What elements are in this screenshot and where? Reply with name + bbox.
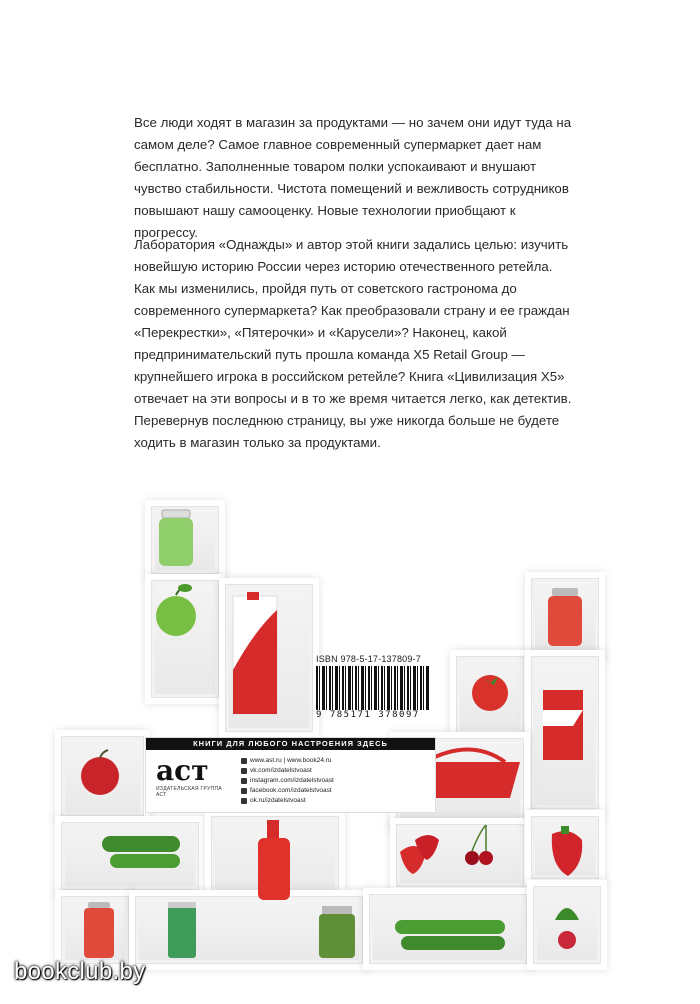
vk-icon <box>241 768 247 774</box>
link-ok[interactable] <box>241 796 334 806</box>
pickles-jar-icon <box>319 906 355 958</box>
red-jar-bottom-icon <box>84 902 114 958</box>
description-paragraph-1 <box>134 112 574 244</box>
link-website[interactable] <box>241 756 334 766</box>
logo-subtitle: ИЗДАТЕЛЬСКАЯ ГРУППА АСТ <box>156 786 222 798</box>
tomato-icon <box>472 675 508 711</box>
milk-carton-icon <box>543 690 583 760</box>
watermark: bookclub.by <box>14 958 146 985</box>
link-facebook[interactable] <box>241 786 334 796</box>
publisher-slogan: КНИГИ ДЛЯ ЛЮБОГО НАСТРОЕНИЯ ЗДЕСЬ <box>146 738 435 750</box>
cherries-icon <box>465 825 493 865</box>
radish-icon <box>555 908 579 949</box>
strawberry-icon <box>400 835 439 874</box>
barcode-number: 9 785171 378097 <box>316 710 420 720</box>
isbn-label: ISBN 978-5-17-137809-7 <box>316 654 421 664</box>
red-pepper-icon <box>552 826 582 876</box>
cucumbers-bottom-icon <box>395 920 505 950</box>
barcode <box>316 666 430 710</box>
link-text: ok.ru/izdatelstvoast <box>250 797 306 804</box>
red-jar-icon <box>548 588 582 646</box>
product-illustrations <box>55 500 615 970</box>
instagram-icon <box>241 778 247 784</box>
juice-carton-icon <box>233 592 277 714</box>
link-vk[interactable] <box>241 766 334 776</box>
link-text: vk.com/izdatelstvoast <box>250 767 312 774</box>
paragraph-text: Лаборатория «Однажды» и автор этой книги задались целью: изучить новейшую историю России через историю отечественного ретейла. Как мы изменились, пройдя путь от советского гастронома до современного супермаркета? Как преобразовали страну и ее граждан «Перекрестки», «Пятерочки» и «Карусели»? Наконец, какой предпринимательский путь прошла команда X5 Retail Group — крупнейшего игрока в российском ретейле? Книга «Цивилизация X5» отвечает на эти вопросы и в то же время читается легко, как детектив. Перевернув последнюю страницу, вы уже никогда больше не будете ходить в магазин только за продуктами. <box>134 237 572 450</box>
link-instagram[interactable] <box>241 776 334 786</box>
facebook-icon <box>241 788 247 794</box>
green-jar-icon <box>159 510 193 566</box>
logo-text: аст <box>156 754 209 787</box>
link-text: facebook.com/izdatelstvoast <box>250 787 332 794</box>
ok-icon <box>241 798 247 804</box>
paragraph-text: Все люди ходят в магазин за продуктами — но зачем они идут туда на самом деле? Самое главное современный супермаркет дает нам бесплатно. Заполненные товаром полки успокаивают и внушают чувство стабильности. Чистота помещений и вежливость сотрудников повышают нашу самооценку. Новые технологии приобщают к прогрессу. <box>134 115 572 240</box>
link-text: www.ast.ru | www.book24.ru <box>250 757 332 764</box>
detergent-bottle-icon <box>258 820 290 900</box>
publisher-logo <box>156 756 226 804</box>
cucumbers-icon <box>102 836 180 868</box>
link-text: instagram.com/izdatelstvoast <box>250 777 334 784</box>
red-apple-icon <box>81 750 119 795</box>
publisher-panel <box>145 737 436 813</box>
isbn-block <box>316 654 432 720</box>
shelves-illustration <box>55 500 615 970</box>
green-apple-icon <box>156 584 196 636</box>
description-paragraph-2 <box>134 234 574 454</box>
publisher-links <box>241 756 334 806</box>
green-can-icon <box>168 902 196 958</box>
globe-icon <box>241 758 247 764</box>
